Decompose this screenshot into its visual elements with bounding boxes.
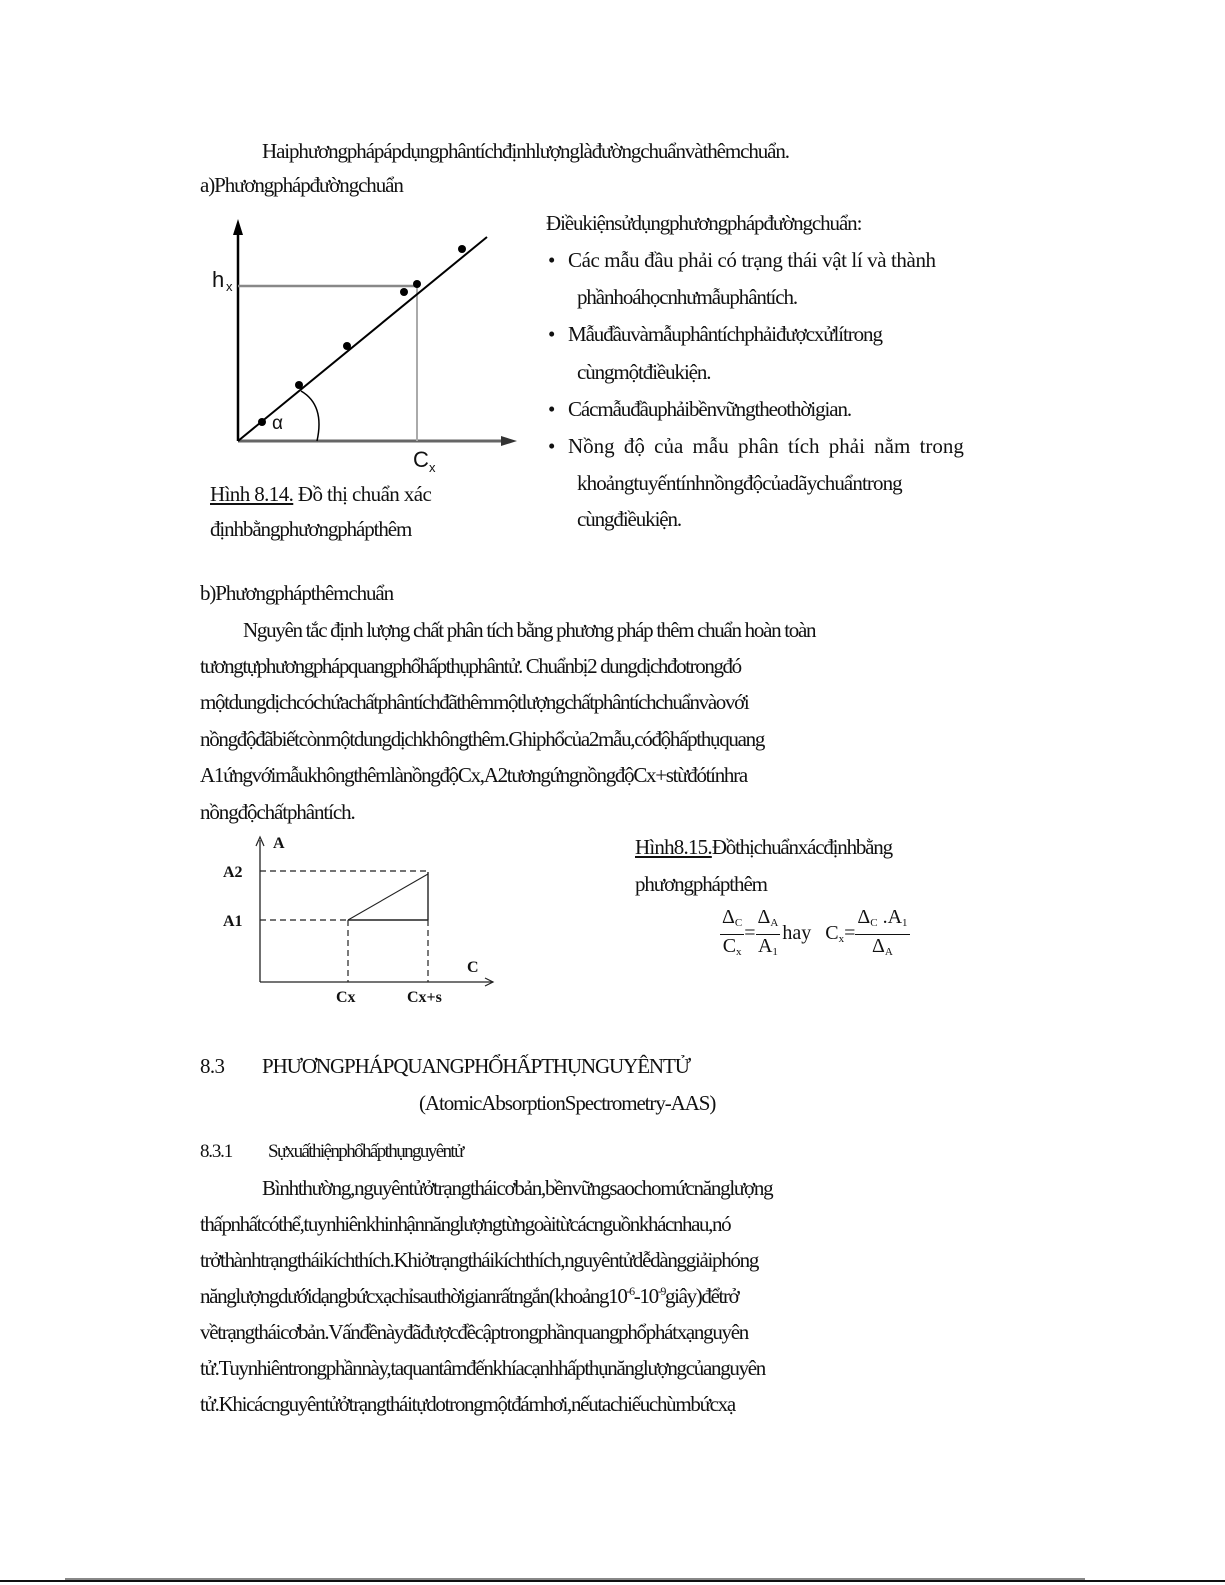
calibration-curve-figure <box>205 215 525 480</box>
paragraph-line: Bìnhthường,nguyêntửởtrạngtháicơbản,bềnvữngsaochomứcnănglượng <box>262 1176 773 1200</box>
paragraph-line: thấpnhấtcóthể,tuynhiênkhinhậnnănglượngtừngoàitừcácnguồnkhácnhau,nó <box>200 1212 731 1236</box>
bullet-icon: • <box>548 322 556 346</box>
figure-label: Hình8.15. <box>635 835 712 859</box>
condition-item-cont: cùngmộtđiềukiện. <box>577 360 711 384</box>
intro-paragraph: Haiphươngphápápdụngphântíchđịnhlượnglàđườngchuẩnvàthêmchuẩn. <box>262 139 789 163</box>
paragraph-line: tươngtựphươngphápquangphổhấpthụphântử. Chuẩnbị2 dungdịchđotrongđó <box>200 654 741 678</box>
condition-item: Nồng độ của mẫu phân tích phải nằm trong <box>568 434 964 458</box>
condition-item-cont: phầnhoáhọcnhưmẫuphântích. <box>577 285 798 309</box>
paragraph-line: A1ứngvớimẫukhôngthêmlànồngđộCx,A2tươngứngnồngđộCx+stừđótínhra <box>200 763 747 787</box>
y-axis-label-sub: x <box>226 279 233 294</box>
section-831-title: Sựxuấthiệnphổhấpthụnguyêntử <box>268 1141 463 1162</box>
x-axis-label-sub: x <box>429 460 436 475</box>
y-axis-label: h <box>212 267 225 292</box>
condition-item: Cácmẫuđầuphảibềnvữngtheothờigian. <box>568 397 852 421</box>
section-831-number: 8.3.1 <box>200 1141 233 1162</box>
section-83-title: PHƯƠNGPHÁPQUANGPHỔHẤPTHỤNGUYÊNTỬ <box>262 1054 690 1078</box>
formula-or-word: hay <box>782 922 812 945</box>
section-b-heading: b)Phươngphápthêmchuẩn <box>200 581 394 605</box>
equals-sign: = <box>744 922 756 945</box>
figure-8-14-caption <box>210 476 431 513</box>
equals-sign: = <box>844 922 856 945</box>
bullet-icon: • <box>548 248 556 272</box>
conditions-title: Điềukiệnsửdụngphươngphápđườngchuẩn: <box>546 211 862 235</box>
figure-8-15-caption <box>635 829 892 866</box>
figure-8-15-caption-line2: phươngphápthêm <box>635 872 767 896</box>
paragraph-line: trởthànhtrạngtháikíchthích.Khiởtrạngtháikíchthích,nguyêntửdễdànggiảiphóng <box>200 1248 759 1272</box>
formula-cx: C <box>825 922 839 945</box>
caption-text: Đồthịchuẩnxácđịnhbằng <box>711 835 892 859</box>
section-83-subtitle: (AtomicAbsorptionSpectrometry-AAS) <box>419 1091 716 1115</box>
section-83-number: 8.3 <box>200 1054 225 1078</box>
bullet-icon: • <box>548 397 556 421</box>
fraction-cx-result: $\frac{\Delta_C .A_1}{\Delta_A}$ <box>857 906 908 958</box>
fraction-delta-a-over-a1: $\frac{\Delta_A}{A_1}$ <box>757 906 779 958</box>
paragraph-line: tử.Tuynhiêntrongphầnnày,taquantâmđếnkhíacạnhhấpthụnănglượngcủanguyên <box>200 1356 766 1380</box>
section-a-heading: a)Phươngphápđườngchuẩn <box>200 173 403 197</box>
condition-item: Các mẫu đầu phải có trạng thái vật lí và thành <box>568 248 936 272</box>
formula: $\frac{\Delta_C}{C_x}$ = $\frac{\Delta_A}{A_1}$ hay $C_x=$ $\frac{\Delta_C .A_1}{\Delta_A}$ <box>720 906 910 963</box>
x-tick-cx-plus-s: Cx+s <box>407 989 442 1006</box>
condition-item: Mẫuđầuvàmẫuphântíchphảiđượcxửlítrong <box>568 322 882 346</box>
fraction-delta-c-over-cx: $\frac{\Delta_C}{C_x}$ <box>722 906 743 958</box>
x-axis-title: C <box>467 959 479 976</box>
bullet-icon: • <box>548 434 556 458</box>
paragraph-line: nồngđộchấtphântích. <box>200 800 355 824</box>
paragraph-line: nồngđộđãbiếtcònmộtdungdịchkhôngthêm.Ghiphổcủa2mẫu,cóđộhấpthụquang <box>200 727 765 751</box>
condition-item-cont: cùngđiềukiện. <box>577 507 682 531</box>
standard-addition-figure <box>215 832 505 1012</box>
y-tick-a2: A2 <box>223 864 243 881</box>
y-axis-title: A <box>273 835 285 852</box>
x-tick-cx: Cx <box>336 989 356 1006</box>
paragraph-line: mộtdungdịchcóchứachấtphântíchđãthêmmộtlượngchấtphântíchchuẩnvàovới <box>200 690 749 714</box>
paragraph-line: Nguyên tắc định lượng chất phân tích bằng phương pháp thêm chuẩn hoàn toàn <box>243 618 816 642</box>
paragraph-line: vềtrạngtháicơbản.Vấnđềnàyđãđượcđềcậptrongphầnquangphổphátxạnguyên <box>200 1320 748 1344</box>
condition-item-cont: khoảngtuyếntínhnồngđộcủadãychuẩntrong <box>577 471 902 495</box>
paragraph-line: $nănglượngdướidạngbứcxạchỉsauthờigianrấtngắn(khoảng10^{-6}-10^{-9}giây)đểtrở$ <box>200 1284 739 1308</box>
page-bottom-rule <box>0 1580 1225 1582</box>
caption-text: Đồ thị chuẩn xác <box>293 482 432 506</box>
figure-label: Hình 8.14. <box>210 482 294 506</box>
angle-label: α <box>272 413 283 434</box>
paragraph-line: tử.Khicácnguyêntửởtrạngtháitựdotrongmộtđámhơi,nếutachiếuchùmbứcxạ <box>200 1392 735 1416</box>
x-axis-label: C <box>413 447 429 472</box>
figure-8-14-caption-line2: địnhbằngphươngphápthêm <box>210 517 412 541</box>
y-tick-a1: A1 <box>223 913 243 930</box>
